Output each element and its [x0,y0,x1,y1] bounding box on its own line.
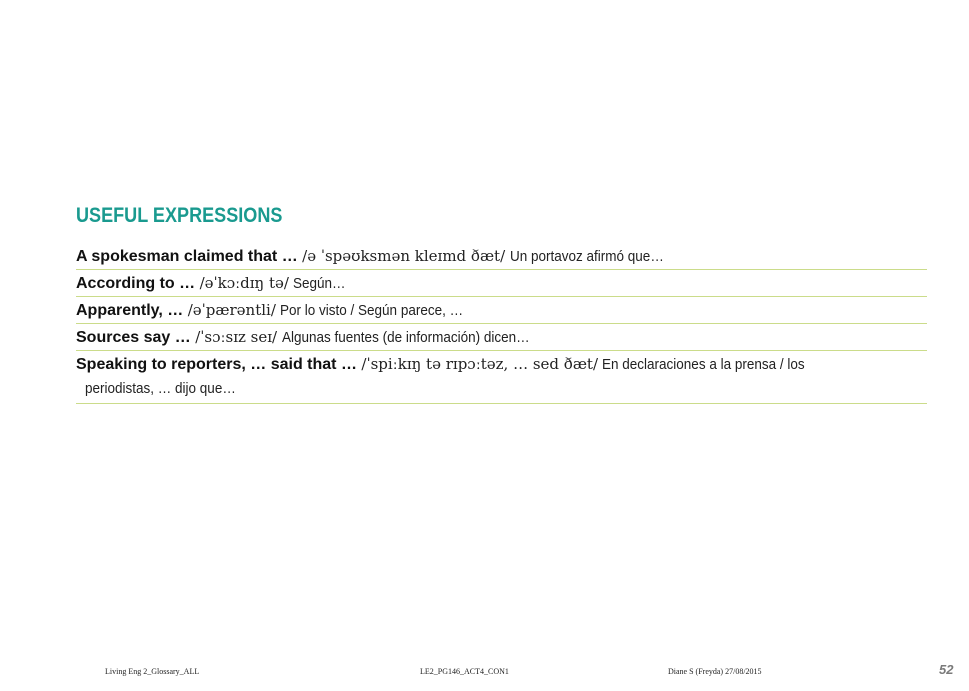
expression-term: Sources say … [76,329,191,346]
expression-translation: Según… [293,275,346,292]
list-item [76,324,927,351]
expression-translation-continued: periodistas, … dijo que… [85,380,236,397]
footer-document-code: LE2_PG146_ACT4_CON1 [420,667,509,676]
footer-document-name: Living Eng 2_Glossary_ALL [105,667,200,676]
section-heading: USEFUL EXPRESSIONS [76,204,283,227]
expression-pronunciation: /əˈpærəntli/ [187,301,276,319]
expression-term: Apparently, … [76,302,184,319]
expression-term: Speaking to reporters, … said that … [76,356,357,373]
expression-translation: En declaraciones a la prensa / los [602,356,806,373]
expression-pronunciation: /ə ˈspəʊksmən kleɪmd ðæt/ [302,247,506,265]
expressions-list [76,243,927,404]
list-item [76,297,927,324]
expression-pronunciation: /ˈsɔːsɪz seɪ/ [195,328,278,346]
list-item [76,270,927,297]
expression-pronunciation: /ˈspiːkɪŋ tə rɪpɔːtəz, … sed ðæt/ [361,355,599,373]
expression-translation: Un portavoz afirmó que… [509,248,664,265]
expression-translation: Por lo visto / Según parece, … [280,302,464,319]
expression-term: A spokesman claimed that … [76,248,298,265]
expression-translation: Algunas fuentes (de información) dicen… [281,329,530,346]
expression-term: According to … [76,275,196,292]
footer-author-date: Diane S (Freyda) 27/08/2015 [668,667,762,676]
list-item [76,243,927,270]
page-number: 52 [939,662,954,677]
expression-pronunciation: /əˈkɔːdɪŋ tə/ [199,274,289,292]
list-item [76,351,927,404]
